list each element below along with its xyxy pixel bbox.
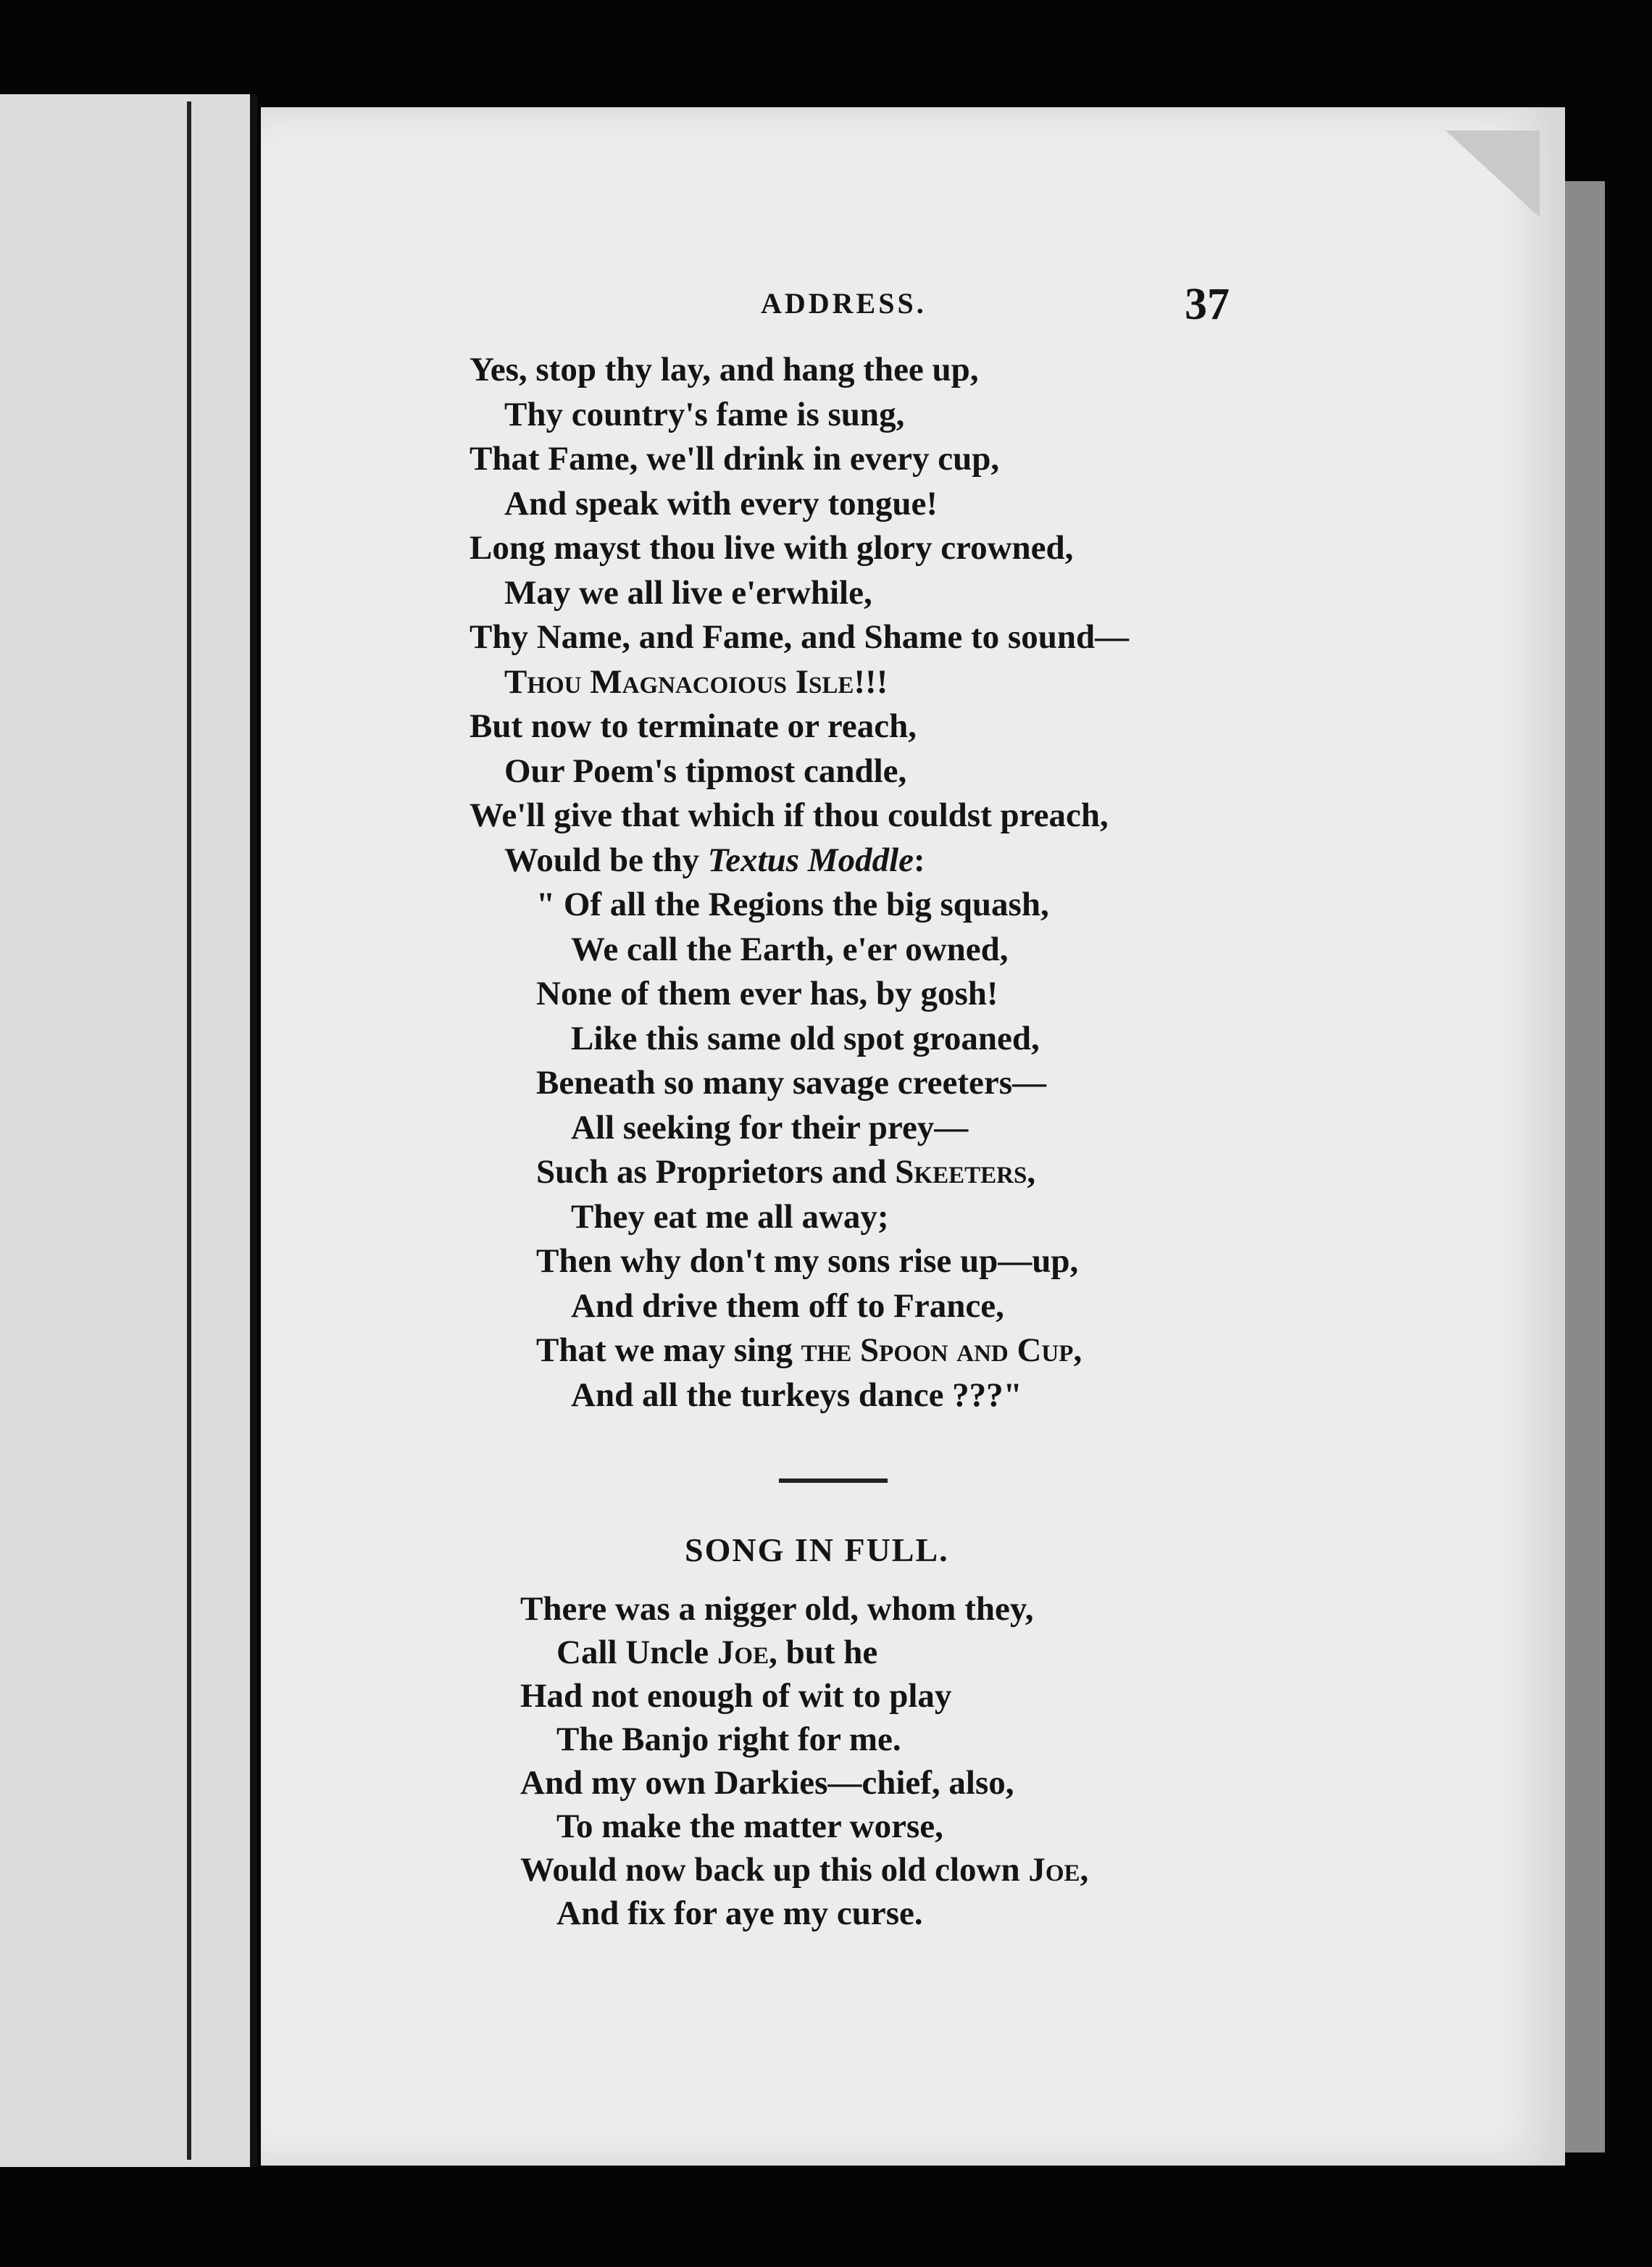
poem-line: May we all live e'erwhile, <box>504 573 872 612</box>
running-head: ADDRESS. <box>761 287 927 320</box>
poem-line: Our Poem's tipmost candle, <box>504 752 907 790</box>
poem-line <box>470 839 1129 883</box>
poem-line: All seeking for their prey— <box>571 1108 969 1147</box>
section-divider <box>779 1478 888 1483</box>
poem-line-text: , <box>1073 1331 1082 1369</box>
song-line-text: Would now back up this old clown <box>520 1851 1029 1889</box>
song-line: And fix for aye my curse. <box>556 1894 923 1932</box>
song-line-text: Call Uncle <box>556 1634 717 1671</box>
poem-line: Long mayst thou live with glory crowned, <box>470 529 1074 567</box>
book-gutter <box>187 101 191 2160</box>
song-line: And my own Darkies—chief, also, <box>520 1764 1014 1802</box>
song-line-emphasis: Joe <box>717 1634 769 1671</box>
poem-line: " Of all the Regions the big squash, <box>536 886 1049 923</box>
facing-page <box>0 94 257 2167</box>
page-number: 37 <box>1185 280 1230 329</box>
poem-line-emphasis: Skeeters <box>895 1153 1027 1191</box>
poem-line-emphasis: Textus Moddle <box>707 841 914 879</box>
poem-line: Yes, stop thy lay, and hang thee up, <box>470 351 979 388</box>
poem-line-text: : <box>914 841 925 879</box>
song-line-text: , <box>1080 1851 1089 1889</box>
poem-line: And speak with every tongue! <box>504 484 938 523</box>
poem-line: Thou Magnacoious Isle!!! <box>504 662 888 701</box>
poem-line-text: Such as Proprietors and <box>536 1153 896 1191</box>
poem-line: Thy Name, and Fame, and Shame to sound— <box>470 618 1130 656</box>
song-line: Had not enough of wit to play <box>520 1677 952 1715</box>
poem-line: None of them ever has, by gosh! <box>536 975 998 1012</box>
poem-line <box>470 1150 1129 1195</box>
folded-corner <box>1446 130 1540 217</box>
poem-line: That Fame, we'll drink in every cup, <box>470 440 1000 478</box>
song-line-emphasis: Joe <box>1028 1851 1080 1889</box>
poem-line: Thy country's fame is sung, <box>504 395 905 433</box>
poem-line: Beneath so many savage creeters— <box>536 1064 1046 1102</box>
song-line: To make the matter worse, <box>556 1808 943 1845</box>
song-line: The Banjo right for me. <box>556 1721 901 1758</box>
poem-line: And drive them off to France, <box>571 1286 1004 1325</box>
song-line: There was a nigger old, whom they, <box>520 1590 1034 1628</box>
song-line-text: , but he <box>769 1634 878 1671</box>
poem-line-emphasis: the Spoon and Cup <box>801 1331 1074 1369</box>
poem-line <box>470 1328 1129 1373</box>
poem-line: And all the turkeys dance ???" <box>571 1376 1022 1414</box>
song-line <box>520 1631 1088 1674</box>
poem-line: But now to terminate or reach, <box>470 707 917 745</box>
poem-stanza <box>470 348 1129 1418</box>
poem-line: Like this same old spot groaned, <box>571 1019 1040 1057</box>
song-line <box>520 1848 1088 1892</box>
poem-line: We'll give that which if thou couldst preach, <box>470 796 1109 834</box>
poem-line: They eat me all away; <box>571 1197 889 1236</box>
poem-line-text: That we may sing <box>536 1331 801 1369</box>
poem-line: Then why don't my sons rise up—up, <box>536 1242 1079 1280</box>
poem-line: We call the Earth, e'er owned, <box>571 930 1009 968</box>
poem-line-text: , <box>1027 1153 1036 1191</box>
poem-line-text: Would be thy <box>504 841 708 879</box>
song-stanza <box>520 1587 1088 1935</box>
song-title: SONG IN FULL. <box>685 1531 949 1568</box>
